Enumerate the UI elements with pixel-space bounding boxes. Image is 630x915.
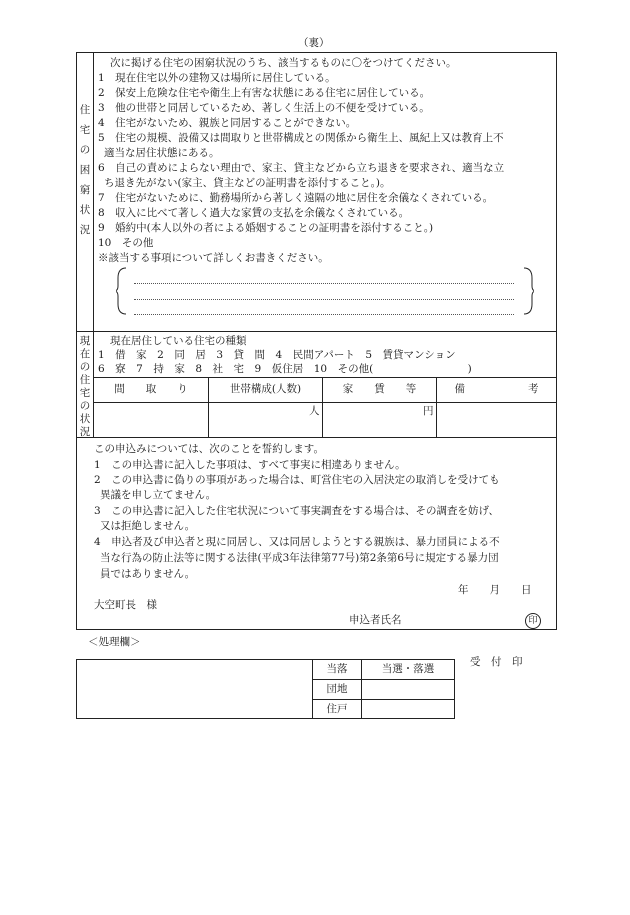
pledge-line: 当な行為の防止法等に関する法律(平成3年法律第77号)第2条第6号に規定する暴力団: [100, 552, 499, 564]
receipt-stamp-label: 受 付 印: [470, 656, 523, 668]
bracket-lines: [116, 264, 534, 318]
header-layout: 間 取 り: [114, 383, 188, 395]
hardship-item: ち退き先がない(家主、貸主などの証明書を添付すること。)。: [104, 177, 391, 189]
hardship-item: 8 収入に比べて著しく過大な家賃の支払を余儀なくされている。: [98, 207, 410, 219]
hardship-item: 1 現在住宅以外の建物又は場所に居住している。: [98, 72, 336, 84]
hardship-item: 3 他の世帯と同居しているため、著しく生活上の不便を受けている。: [98, 102, 430, 114]
hardship-item: 7 住宅がないために、勤務場所から著しく遠隔の地に居住を余儀なくされている。: [98, 192, 494, 204]
unit-yen: 円: [423, 405, 434, 417]
processing-notes-cell[interactable]: [77, 660, 312, 718]
result-value: 当選・落選: [381, 663, 435, 675]
unit-label: 住戸: [326, 703, 348, 715]
pledge-intro: この申込みについては、次のことを誓約します。: [94, 443, 324, 455]
header-household: 世帯構成(人数): [229, 383, 302, 395]
pledge-line: 異議を申し立てません。: [100, 489, 217, 501]
applicant-name-field[interactable]: [412, 612, 522, 628]
estate-label: 団地: [326, 683, 348, 695]
header-rent: 家 賃 等: [342, 383, 417, 395]
housing-type-title: 現在居住している住宅の種類: [110, 335, 247, 347]
pledge-line: 員ではありません。: [100, 568, 196, 580]
page-label: （裏）: [298, 37, 330, 49]
pledge-line: 3 この申込書に記入した住宅状況について事実調査をする場合は、その調査を妨げ、: [94, 505, 500, 517]
pledge-line: 2 この申込書に偽りの事項があった場合は、町営住宅の入居決定の取消しを受けても: [94, 474, 500, 486]
hardship-item: 適当な居住状態にある。: [104, 147, 220, 159]
household-cell[interactable]: [209, 403, 322, 437]
housing-types-row: 6 寮 7 持 家 8 社 宅 9 仮住居 10 その他( ): [98, 363, 472, 375]
unit-field[interactable]: [362, 700, 454, 718]
hardship-item: 2 保安上危険な住宅や衛生上有害な状態にある住宅に居住している。: [98, 87, 431, 99]
pledge-line: 又は拒絶しません。: [100, 520, 196, 532]
hardship-note: ※該当する事項について詳しくお書きください。: [98, 252, 329, 264]
addressee: 大空町長 様: [94, 599, 157, 611]
seal-mark: 印: [525, 613, 541, 629]
section-title-current: 現 在 の 住 宅 の 状 況: [79, 335, 91, 438]
processing-title: ＜処理欄＞: [88, 636, 141, 648]
remarks-cell[interactable]: [437, 403, 556, 437]
date-field[interactable]: 年 月 日: [458, 584, 532, 596]
hardship-item: 9 婚約中(本人以外の者による婚姻することの証明書を添付すること。): [98, 222, 434, 234]
housing-types-row: 1 借 家 2 同 居 3 貸 間 4 民間アパート 5 賃貸マンション: [98, 349, 456, 361]
result-label: 当落: [326, 663, 348, 675]
applicant-name-label: 申込者氏名: [349, 614, 402, 626]
hardship-item: 10 その他: [98, 237, 154, 249]
hardship-intro: 次に掲げる住宅の困窮状況のうち、該当するものに〇をつけてください。: [110, 57, 457, 69]
hardship-item: 5 住宅の規模、設備又は間取りと世帯構成との関係から衛生上、風紀上又は教育上不: [98, 132, 504, 144]
rent-cell[interactable]: [323, 403, 436, 437]
layout-cell[interactable]: [94, 403, 208, 437]
hardship-item: 4 住宅がないため、親族と同居することができない。: [98, 117, 357, 129]
hardship-item: 6 自己の責めによらない理由で、家主、貸主などから立ち退きを要求され、適当な立: [98, 162, 505, 174]
pledge-line: 1 この申込書に記入した事項は、すべて事実に相違ありません。: [94, 459, 406, 471]
pledge-line: 4 申込者及び申込者と現に同居し、又は同居しようとする親族は、暴力団員による不: [94, 536, 500, 548]
header-remarks: 備 考: [454, 383, 539, 395]
unit-people: 人: [309, 405, 320, 417]
estate-field[interactable]: [362, 680, 454, 699]
section-title-hardship: 住 宅 の 困 窮 状 況: [79, 104, 91, 236]
